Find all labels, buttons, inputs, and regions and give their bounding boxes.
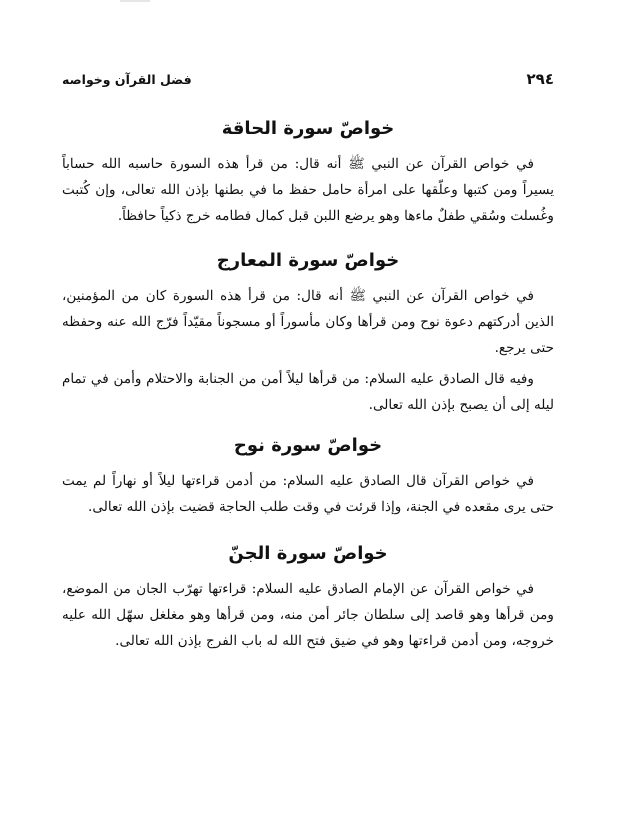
section-nuh [62,429,554,520]
paragraph: في خواص القرآن عن النبي ﷺ أنه قال: من قرأ هذه السورة حاسبه الله حساباً يسيراً ومن كتبها وعلّقها على امرأة حامل حفظ ما في بطنها بإذن الله تعالى، وإن كُتبت وغُسلت وسُقي طفلٌ ماءها وهو يرضع اللبن قبل كمال فطامه خرج ذكياً حافظاً. [62,156,554,224]
paragraph: في خواص القرآن قال الصادق عليه السلام: من أدمن قراءتها ليلاً أو نهاراً لم يمت حتى يرى مقعده في الجنة، وإذا قرئت في وقت طلب الحاجة قضيت بإذن الله تعالى. [62,473,554,515]
page-header [62,70,554,94]
section-heading: خواصّ سورة نوح [233,435,383,456]
page-number: ٢٩٤ [526,70,554,88]
section-al-maarij [62,244,554,418]
paragraph: وفيه قال الصادق عليه السلام: من قرأها ليلاً أمن من الجنابة والاحتلام وأمن في تمام ليله إلى أن يصبح بإذن الله تعالى. [62,371,554,413]
running-title: فضل القرآن وخواصه [62,72,192,87]
section-heading: خواصّ سورة الحاقة [221,118,395,139]
page-body [62,112,554,654]
paragraph: في خواص القرآن عن الإمام الصادق عليه السلام: قراءتها تهرّب الجان من الموضع، ومن قرأها وهو قاصد إلى سلطان جائر أمن منه، ومن قرأها وهو مغلغل سهّل الله عليه خروجه، ومن أدمن قراءتها وهو في ضيق فتح الله له باب الفرج بإذن الله تعالى. [62,581,554,649]
section-al-haqqah [62,112,554,229]
paragraph: في خواص القرآن عن النبي ﷺ أنه قال: من قرأ هذه السورة كان من المؤمنين، الذين أدركتهم دعوة نوح ومن قرأها وكان مأسوراً أو مسجوناً مقيّداً فرّج الله عنه وحفظه حتى يرجع. [62,288,554,356]
scan-artifact [120,0,150,2]
section-heading: خواصّ سورة الجنّ [228,543,388,564]
section-al-jinn [62,537,554,654]
section-heading: خواصّ سورة المعارج [216,250,400,271]
